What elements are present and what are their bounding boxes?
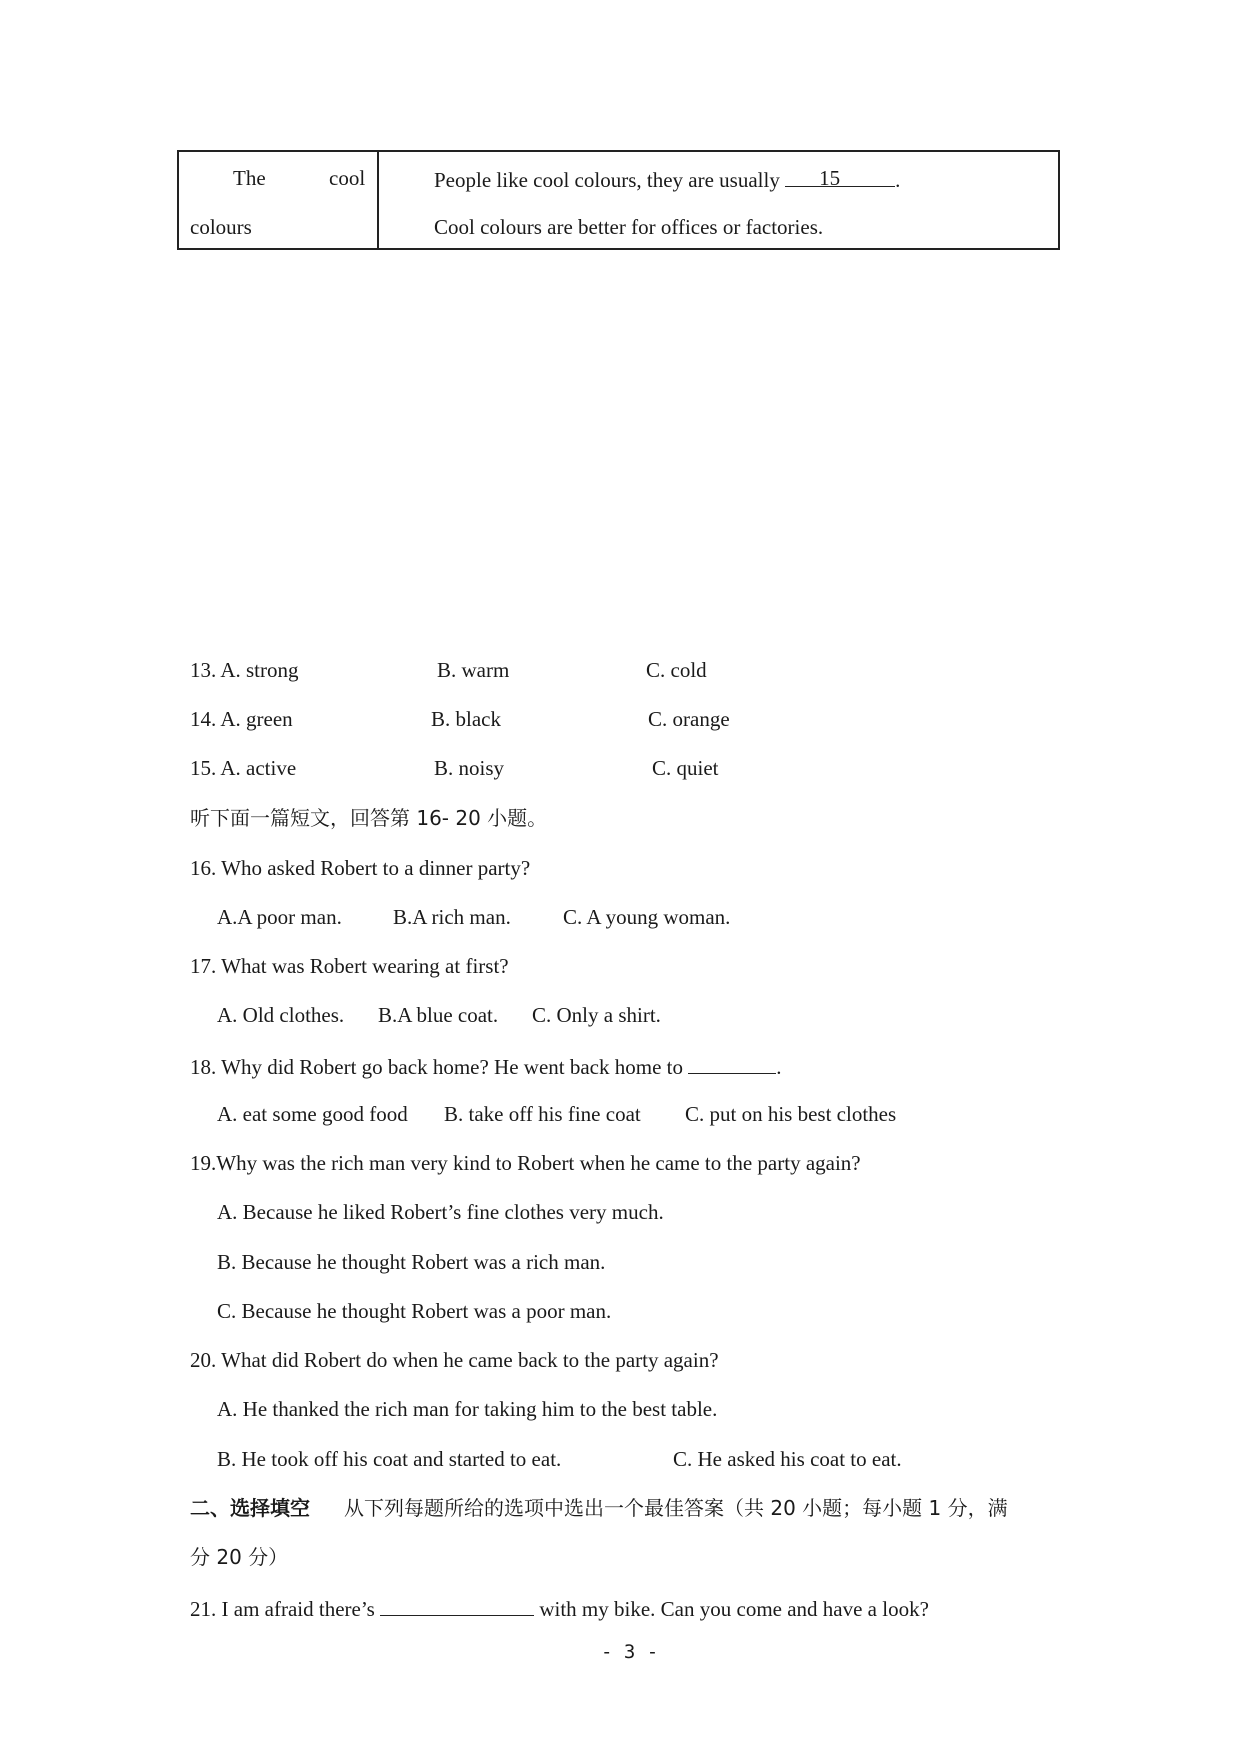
q15-option-b: B. noisy [434, 756, 505, 780]
table-content-cell [378, 151, 1059, 249]
q19-stem: 19.Why was the rich man very kind to Robert when he came to the party again? [190, 1151, 861, 1175]
colors-table [177, 150, 1060, 250]
q17-stem: 17. What was Robert wearing at first? [190, 954, 509, 978]
blank-number: 15 [819, 166, 841, 190]
page-number: - 3 - [601, 1641, 659, 1663]
q14-option-a: 14. A. green [190, 707, 293, 731]
q20-option-b: B. He took off his coat and started to eat. [217, 1447, 562, 1471]
q18-option-b: B. take off his fine coat [444, 1102, 641, 1126]
q14-option-b: B. black [431, 707, 501, 731]
q16-option-c: C. A young woman. [563, 905, 731, 929]
q20-stem: 20. What did Robert do when he came back to the party again? [190, 1348, 719, 1372]
q17-option-c: C. Only a shirt. [532, 1003, 661, 1027]
label-word-cool: cool [329, 166, 366, 190]
table-label-cell [178, 151, 378, 249]
q15-option-a: 15. A. active [190, 756, 297, 780]
q18-option-c: C. put on his best clothes [685, 1102, 897, 1126]
answer-blank-15 [785, 166, 895, 190]
label-word-colours: colours [190, 215, 252, 239]
q13-option-a: 13. A. strong [190, 658, 299, 682]
q16-stem: 16. Who asked Robert to a dinner party? [190, 856, 531, 880]
q21-suffix: with my bike. Can you come and have a look? [539, 1597, 929, 1621]
section2-instruction-line2: 分 20 分） [190, 1545, 289, 1569]
table-line-1 [434, 168, 900, 191]
q14-option-c: C. orange [648, 707, 730, 731]
q13-option-c: C. cold [646, 658, 707, 682]
q18-stem-text: 18. Why did Robert go back home? He went back home to [190, 1055, 683, 1079]
q15-option-c: C. quiet [652, 756, 719, 780]
q21-stem [190, 1597, 929, 1620]
table-line-1-end: . [895, 168, 901, 192]
section2-instruction-line1: 从下列每题所给的选项中选出一个最佳答案（共 20 小题；每小题 1 分，满 [344, 1496, 1008, 1520]
section2-heading: 二、选择填空 [190, 1496, 310, 1520]
q21-prefix: 21. I am afraid there’s [190, 1597, 375, 1621]
q19-option-b: B. Because he thought Robert was a rich man. [217, 1250, 606, 1274]
table-line-1-text: People like cool colours, they are usually [434, 168, 780, 192]
q19-option-a: A. Because he liked Robert’s fine clothes very much. [217, 1200, 664, 1224]
label-word-the: The [233, 166, 266, 190]
q21-answer-blank [380, 1597, 534, 1616]
q18-stem-end: . [776, 1055, 782, 1079]
q17-option-a: A. Old clothes. [217, 1003, 345, 1027]
q18-option-a: A. eat some good food [217, 1102, 408, 1126]
q18-stem [190, 1055, 782, 1078]
q16-option-a: A.A poor man. [217, 905, 342, 929]
q16-option-b: B.A rich man. [393, 905, 511, 929]
q19-option-c: C. Because he thought Robert was a poor man. [217, 1299, 612, 1323]
q20-option-a: A. He thanked the rich man for taking him to the best table. [217, 1397, 718, 1421]
listening-instruction: 听下面一篇短文，回答第 16- 20 小题。 [190, 806, 548, 830]
q18-answer-blank [688, 1055, 776, 1074]
q13-option-b: B. warm [437, 658, 510, 682]
table-line-2: Cool colours are better for offices or factories. [434, 215, 824, 239]
q17-option-b: B.A blue coat. [378, 1003, 499, 1027]
q20-option-c: C. He asked his coat to eat. [673, 1447, 902, 1471]
